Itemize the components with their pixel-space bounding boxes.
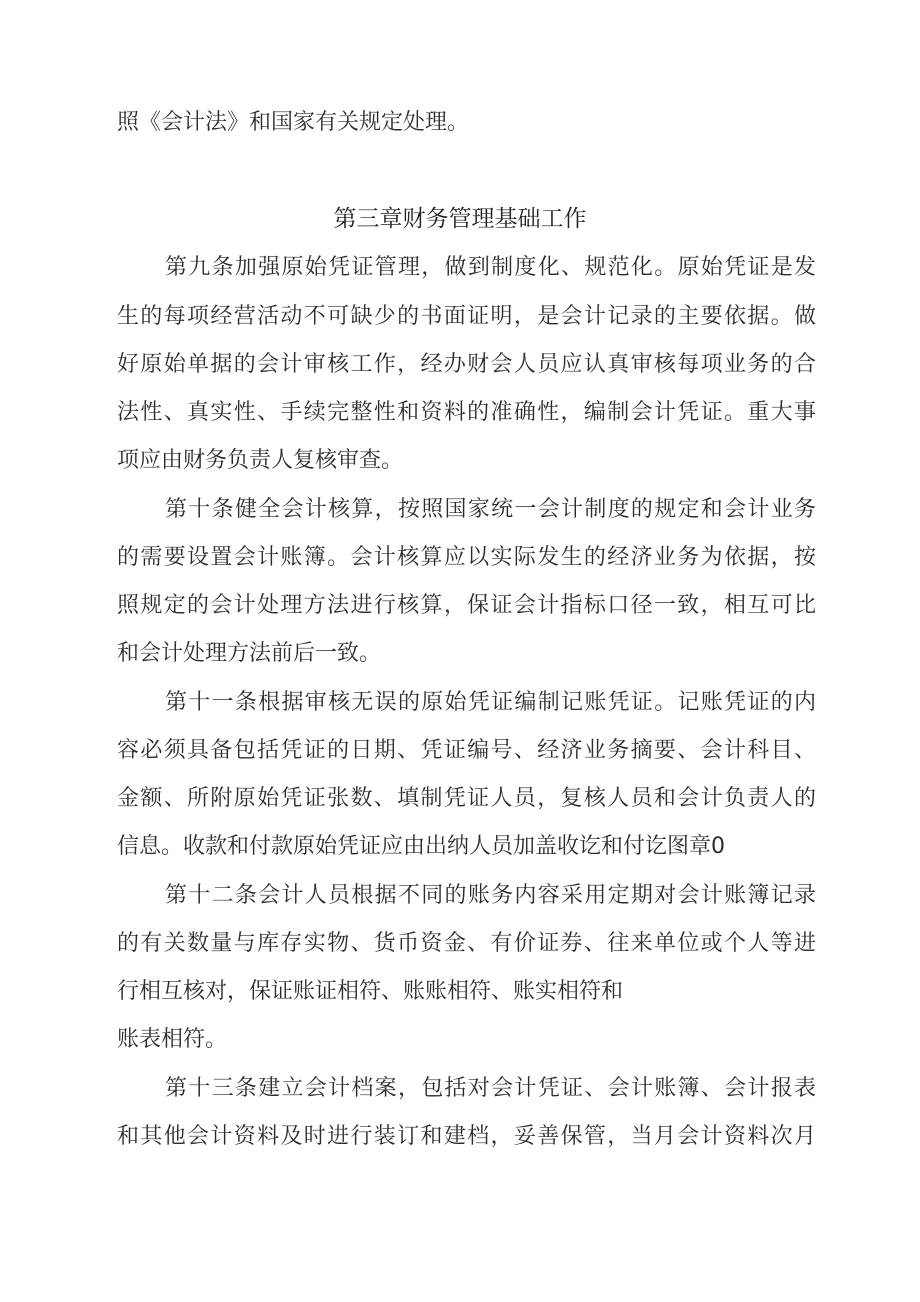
- paragraph-line: 账表相符。: [117, 1027, 228, 1052]
- paragraph-line: 和其他会计资料及时进行装订和建档，妥善保管，当月会计资料次月: [117, 1124, 816, 1149]
- paragraph-line: 项应由财务负责人复核审查。: [117, 448, 404, 473]
- paragraph-line: 第十条健全会计核算，按照国家统一会计制度的规定和会计业务: [165, 497, 816, 522]
- intro-line: 照《会计法》和国家有关规定处理。: [117, 110, 470, 135]
- paragraph-line: 照规定的会计处理方法进行核算，保证会计指标口径一致，相互可比: [117, 593, 816, 618]
- paragraph-line: 行相互核对，保证账证相符、账账相符、账实相符和: [117, 979, 624, 1004]
- paragraph-line: 第十三条建立会计档案，包括对会计凭证、会计账簿、会计报表: [165, 1076, 816, 1101]
- paragraph-line: 和会计处理方法前后一致。: [117, 641, 382, 666]
- paragraph-line: 好原始单据的会计审核工作，经办财会人员应认真审核每项业务的合: [117, 352, 816, 377]
- paragraph-line: 容必须具备包括凭证的日期、凭证编号、经济业务摘要、会计科目、: [117, 738, 816, 763]
- paragraph-line: 第十一条根据审核无误的原始凭证编制记账凭证。记账凭证的内: [165, 690, 816, 715]
- paragraph-line: 法性、真实性、手续完整性和资料的准确性，编制会计凭证。重大事: [117, 400, 816, 425]
- paragraph-line: 的有关数量与库存实物、货币资金、有价证券、往来单位或个人等进: [117, 931, 816, 956]
- paragraph-line: 的需要设置会计账簿。会计核算应以实际发生的经济业务为依据，按: [117, 545, 816, 570]
- paragraph-line: 第九条加强原始凭证管理，做到制度化、规范化。原始凭证是发: [165, 255, 816, 280]
- paragraph-line: 信息。收款和付款原始凭证应由出纳人员加盖收讫和付讫图章0: [117, 834, 725, 859]
- chapter-title: 第三章财务管理基础工作: [333, 206, 587, 232]
- paragraph-line: 第十二条会计人员根据不同的账务内容采用定期对会计账簿记录: [165, 883, 816, 908]
- paragraph-line: 生的每项经营活动不可缺少的书面证明，是会计记录的主要依据。做: [117, 304, 816, 329]
- paragraph-line: 金额、所附原始凭证张数、填制凭证人员，复核人员和会计负责人的: [117, 786, 816, 811]
